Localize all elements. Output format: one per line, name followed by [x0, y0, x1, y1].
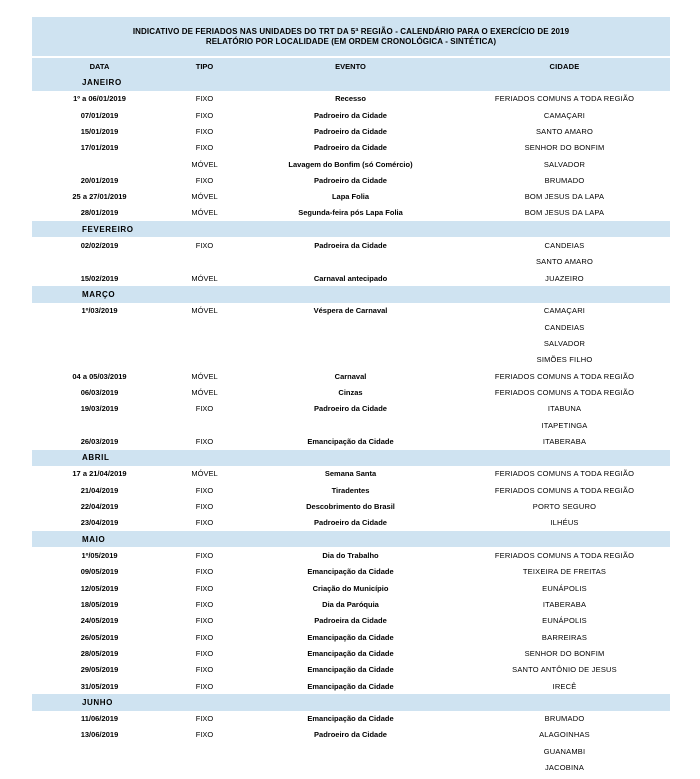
month-row — [32, 694, 670, 710]
cell-data: 1º/03/2019 — [81, 306, 118, 316]
cell-data: 22/04/2019 — [80, 502, 119, 512]
table-row — [32, 335, 670, 351]
cell-tipo: FIXO — [195, 665, 214, 675]
cell-cidade: SENHOR DO BONFIM — [524, 143, 605, 153]
cell-data: 07/01/2019 — [80, 110, 119, 120]
table-body — [32, 74, 670, 775]
cell-data: 17 a 21/04/2019 — [72, 469, 127, 479]
cell-tipo: FIXO — [195, 583, 214, 593]
cell-evento: Tiradentes — [331, 485, 370, 495]
cell-cidade: FERIADOS COMUNS A TODA REGIÃO — [494, 469, 635, 479]
cell-data: 1º a 06/01/2019 — [73, 94, 126, 104]
cell-evento: Recesso — [335, 94, 366, 104]
cell-data: 26/05/2019 — [80, 632, 119, 642]
cell-cidade: ALAGOINHAS — [539, 730, 590, 740]
table-row — [32, 156, 670, 172]
table-row — [32, 515, 670, 531]
cell-data: 19/03/2019 — [80, 404, 119, 414]
table-row — [32, 547, 670, 563]
cell-data: 18/05/2019 — [80, 599, 119, 609]
cell-evento: Véspera de Carnaval — [313, 306, 388, 316]
table-row — [32, 482, 670, 498]
table-row — [32, 417, 670, 433]
table-row — [32, 580, 670, 596]
table-row — [32, 368, 670, 384]
month-row — [32, 531, 670, 547]
cell-data: 15/02/2019 — [80, 273, 119, 283]
cell-tipo: FIXO — [195, 94, 214, 104]
cell-evento: Emancipação da Cidade — [307, 436, 394, 446]
month-label: MAIO — [82, 534, 106, 544]
cell-evento: Carnaval — [334, 371, 367, 381]
table-row — [32, 401, 670, 417]
table-row — [32, 189, 670, 205]
table-row — [32, 678, 670, 694]
cell-cidade: BOM JESUS DA LAPA — [524, 192, 605, 202]
month-row — [32, 74, 670, 90]
cell-cidade: ITABERABA — [542, 599, 587, 609]
month-label: JANEIRO — [82, 77, 122, 87]
cell-data: 24/05/2019 — [80, 616, 119, 626]
holiday-sheet — [32, 17, 670, 776]
cell-data: 04 a 05/03/2019 — [72, 371, 127, 381]
cell-evento: Padroeira da Cidade — [314, 241, 387, 251]
cell-data: 02/02/2019 — [80, 241, 119, 251]
cell-evento: Emancipação da Cidade — [307, 714, 394, 724]
cell-evento: Padroeiro da Cidade — [314, 730, 387, 740]
cell-cidade: ITABUNA — [547, 404, 582, 414]
cell-tipo: FIXO — [195, 681, 214, 691]
cell-data: 21/04/2019 — [80, 485, 119, 495]
cell-data: 15/01/2019 — [80, 126, 119, 136]
table-row — [32, 91, 670, 107]
cell-cidade: FERIADOS COMUNS A TODA REGIÃO — [494, 485, 635, 495]
cell-tipo: FIXO — [195, 567, 214, 577]
cell-evento: Dia do Trabalho — [322, 551, 379, 561]
month-row — [32, 286, 670, 302]
cell-data: 28/05/2019 — [80, 648, 119, 658]
cell-data: 13/06/2019 — [80, 730, 119, 740]
table-row — [32, 759, 670, 775]
table-row — [32, 254, 670, 270]
cell-tipo: MÓVEL — [191, 306, 218, 316]
cell-evento: Padroeiro da Cidade — [314, 143, 387, 153]
cell-evento: Dia da Paróquia — [322, 599, 379, 609]
table-row — [32, 352, 670, 368]
cell-evento: Criação do Município — [312, 583, 389, 593]
cell-tipo: FIXO — [195, 485, 214, 495]
month-row — [32, 221, 670, 237]
cell-evento: Semana Santa — [324, 469, 377, 479]
cell-tipo: MÓVEL — [191, 159, 218, 169]
cell-tipo: MÓVEL — [191, 273, 218, 283]
cell-cidade: SIMÕES FILHO — [536, 355, 593, 365]
cell-tipo: MÓVEL — [191, 387, 218, 397]
cell-cidade: TEIXEIRA DE FREITAS — [522, 567, 607, 577]
cell-evento: Descobrimento do Brasil — [306, 502, 395, 512]
cell-evento: Emancipação da Cidade — [307, 632, 394, 642]
cell-cidade: SANTO AMARO — [535, 257, 594, 267]
cell-tipo: FIXO — [195, 175, 214, 185]
cell-evento: Segunda-feira pós Lapa Folia — [298, 208, 403, 218]
cell-evento: Padroeiro da Cidade — [314, 175, 387, 185]
table-row — [32, 172, 670, 188]
table-row — [32, 596, 670, 612]
cell-data: 1º/05/2019 — [81, 551, 118, 561]
table-row — [32, 662, 670, 678]
table-row — [32, 270, 670, 286]
table-row — [32, 433, 670, 449]
table-row — [32, 613, 670, 629]
table-row — [32, 123, 670, 139]
cell-tipo: FIXO — [195, 126, 214, 136]
month-row — [32, 450, 670, 466]
cell-cidade: GUANAMBI — [543, 746, 586, 756]
cell-data: 12/05/2019 — [80, 583, 119, 593]
cell-data: 23/04/2019 — [80, 518, 119, 528]
cell-cidade: IRECÊ — [552, 681, 577, 691]
table-row — [32, 466, 670, 482]
month-label: MARÇO — [82, 290, 116, 300]
cell-cidade: EUNÁPOLIS — [542, 583, 587, 593]
month-label: ABRIL — [82, 453, 110, 463]
cell-data: 09/05/2019 — [80, 567, 119, 577]
cell-tipo: FIXO — [195, 143, 214, 153]
table-row — [32, 743, 670, 759]
cell-cidade: SENHOR DO BONFIM — [524, 648, 605, 658]
table-row — [32, 727, 670, 743]
cell-data: 31/05/2019 — [80, 681, 119, 691]
cell-tipo: FIXO — [195, 551, 214, 561]
cell-data: 17/01/2019 — [80, 143, 119, 153]
cell-evento: Emancipação da Cidade — [307, 681, 394, 691]
header-data: DATA — [89, 61, 110, 71]
month-label: FEVEREIRO — [82, 224, 134, 234]
cell-tipo: FIXO — [195, 599, 214, 609]
cell-evento: Lapa Folia — [331, 192, 370, 202]
table-row — [32, 629, 670, 645]
cell-data: 25 a 27/01/2019 — [72, 192, 127, 202]
report-title — [32, 17, 670, 56]
cell-evento: Padroeiro da Cidade — [314, 404, 387, 414]
cell-evento: Padroeiro da Cidade — [314, 110, 387, 120]
table-row — [32, 237, 670, 253]
cell-cidade: EUNÁPOLIS — [542, 616, 587, 626]
cell-evento: Cinzas — [338, 387, 363, 397]
cell-tipo: FIXO — [195, 518, 214, 528]
cell-tipo: MÓVEL — [191, 208, 218, 218]
table-row — [32, 319, 670, 335]
cell-cidade: ITAPETINGA — [541, 420, 588, 430]
table-row — [32, 564, 670, 580]
header-tipo: TIPO — [195, 61, 214, 71]
cell-evento: Carnaval antecipado — [313, 273, 388, 283]
cell-evento: Padroeiro da Cidade — [314, 126, 387, 136]
header-evento: EVENTO — [335, 61, 366, 71]
cell-evento: Emancipação da Cidade — [307, 567, 394, 577]
month-label: JUNHO — [82, 697, 114, 707]
cell-data: 06/03/2019 — [80, 387, 119, 397]
cell-cidade: FERIADOS COMUNS A TODA REGIÃO — [494, 371, 635, 381]
cell-cidade: CANDEIAS — [544, 322, 585, 332]
cell-tipo: MÓVEL — [191, 469, 218, 479]
cell-cidade: SANTO AMARO — [535, 126, 594, 136]
cell-data: 20/01/2019 — [80, 175, 119, 185]
cell-cidade: ITABERABA — [542, 436, 587, 446]
cell-tipo: FIXO — [195, 616, 214, 626]
table-row — [32, 711, 670, 727]
table-row — [32, 107, 670, 123]
cell-cidade: SALVADOR — [543, 338, 586, 348]
cell-cidade: BOM JESUS DA LAPA — [524, 208, 605, 218]
cell-tipo: MÓVEL — [191, 192, 218, 202]
cell-cidade: JUAZEIRO — [545, 273, 584, 283]
table-row — [32, 645, 670, 661]
cell-cidade: FERIADOS COMUNS A TODA REGIÃO — [494, 387, 635, 397]
cell-evento: Emancipação da Cidade — [307, 665, 394, 675]
header-cidade: CIDADE — [549, 61, 580, 71]
cell-tipo: MÓVEL — [191, 371, 218, 381]
cell-tipo: FIXO — [195, 502, 214, 512]
cell-cidade: FERIADOS COMUNS A TODA REGIÃO — [494, 551, 635, 561]
table-row — [32, 498, 670, 514]
table-row — [32, 205, 670, 221]
cell-cidade: SALVADOR — [543, 159, 586, 169]
cell-tipo: FIXO — [195, 648, 214, 658]
cell-tipo: FIXO — [195, 714, 214, 724]
cell-tipo: FIXO — [195, 110, 214, 120]
table-row — [32, 140, 670, 156]
cell-tipo: FIXO — [195, 241, 214, 251]
cell-cidade: CAMAÇARI — [543, 110, 586, 120]
report-title-line2: RELATÓRIO POR LOCALIDADE (EM ORDEM CRONOLÓGICA - SINTÉTICA) — [205, 36, 497, 46]
table-row — [32, 303, 670, 319]
cell-cidade: FERIADOS COMUNS A TODA REGIÃO — [494, 94, 635, 104]
cell-tipo: FIXO — [195, 730, 214, 740]
cell-cidade: CANDEIAS — [544, 241, 585, 251]
cell-evento: Padroeiro da Cidade — [314, 518, 387, 528]
cell-cidade: SANTO ANTÔNIO DE JESUS — [512, 665, 617, 675]
cell-evento: Padroeira da Cidade — [314, 616, 387, 626]
report-title-line1: INDICATIVO DE FERIADOS NAS UNIDADES DO TRT DA 5ª REGIÃO - CALENDÁRIO PARA O EXERCÍCIO DE 2019 — [132, 26, 570, 36]
cell-cidade: CAMAÇARI — [543, 306, 586, 316]
cell-data: 28/01/2019 — [80, 208, 119, 218]
cell-cidade: BRUMADO — [544, 175, 585, 185]
cell-cidade: JACOBINA — [544, 763, 585, 773]
cell-tipo: FIXO — [195, 632, 214, 642]
cell-tipo: FIXO — [195, 436, 214, 446]
cell-evento: Emancipação da Cidade — [307, 648, 394, 658]
cell-cidade: PORTO SEGURO — [532, 502, 597, 512]
cell-data: 11/06/2019 — [80, 714, 119, 724]
table-header — [32, 58, 670, 74]
table-row — [32, 384, 670, 400]
cell-data: 26/03/2019 — [80, 436, 119, 446]
cell-evento: Lavagem do Bonfim (só Comércio) — [288, 159, 413, 169]
cell-data: 29/05/2019 — [80, 665, 119, 675]
cell-cidade: BARREIRAS — [541, 632, 588, 642]
cell-cidade: ILHÉUS — [550, 518, 579, 528]
cell-cidade: BRUMADO — [544, 714, 585, 724]
cell-tipo: FIXO — [195, 404, 214, 414]
